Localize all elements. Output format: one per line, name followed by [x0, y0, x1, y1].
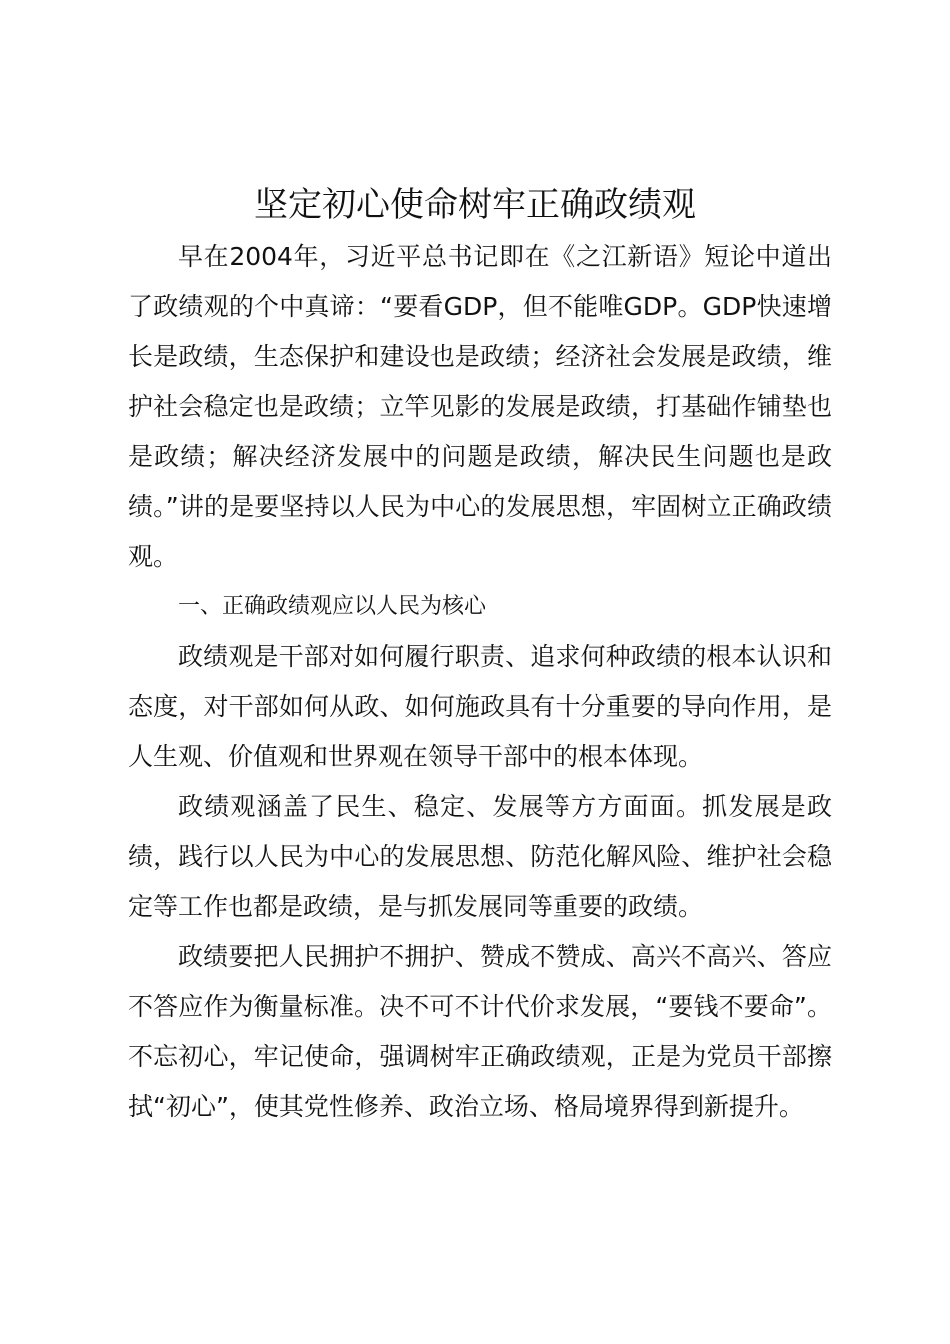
paragraph-definition: 政绩观是干部对如何履行职责、追求何种政绩的根本认识和态度，对干部如何从政、如何施政具有十分重要的导向作用，是人生观、价值观和世界观在领导干部中的根本体现。: [128, 642, 832, 771]
document-title: 坚定初心使命树牢正确政绩观: [254, 185, 696, 225]
paragraph-standard: 政绩要把人民拥护不拥护、赞成不赞成、高兴不高兴、答应不答应作为衡量标准。决不可不计代价求发展，“要钱不要命”。不忘初心，牢记使命，强调树牢正确政绩观，正是为党员干部擦拭“初心”，使其党性修养、政治立场、格局境界得到新提升。: [128, 942, 832, 1121]
document-body: [128, 232, 832, 1132]
paragraph-intro: 早在2004年，习近平总书记即在《之江新语》短论中道出了政绩观的个中真谛：“要看GDP，但不能唯GDP。GDP快速增长是政绩，生态保护和建设也是政绩；经济社会发展是政绩，维护社会稳定也是政绩；立竿见影的发展是政绩，打基础作铺垫也是政绩；解决经济发展中的问题是政绩，解决民生问题也是政绩。”讲的是要坚持以人民为中心的发展思想，牢固树立正确政绩观。: [128, 242, 832, 571]
paragraph-scope: 政绩观涵盖了民生、稳定、发展等方方面面。抓发展是政绩，践行以人民为中心的发展思想、防范化解风险、维护社会稳定等工作也都是政绩，是与抓发展同等重要的政绩。: [128, 792, 832, 921]
section-heading-1: 一、正确政绩观应以人民为核心: [178, 594, 487, 619]
